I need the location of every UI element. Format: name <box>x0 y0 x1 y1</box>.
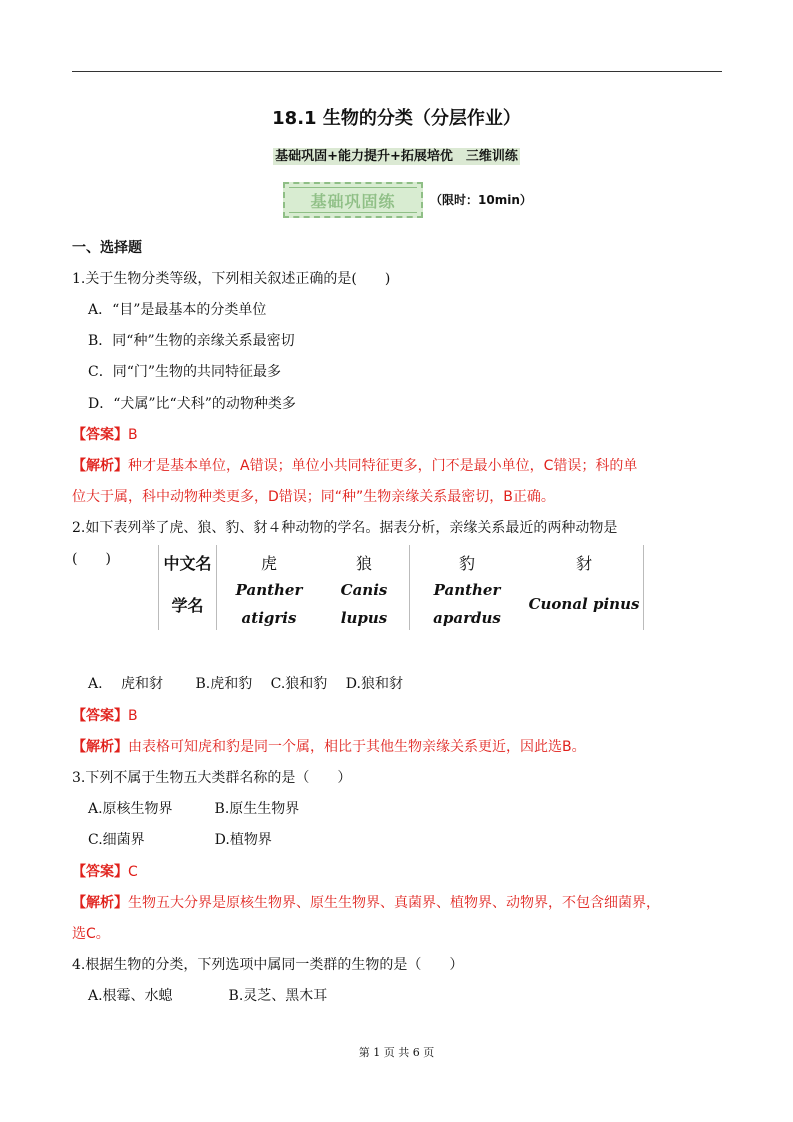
name-leopard: 豹 <box>458 554 475 573</box>
page-subtitle <box>0 145 793 164</box>
latin-leopard <box>411 576 523 632</box>
latin-genus: Panther <box>433 581 501 599</box>
q1-stem: 1.关于生物分类等级，下列相关叙述正确的是( ) <box>72 271 391 287</box>
q3-answer <box>72 862 138 882</box>
q2-analysis <box>72 737 586 757</box>
answer-value: B <box>128 427 138 443</box>
answer-tag: 【答案】 <box>72 708 128 724</box>
q2-answer <box>72 706 138 726</box>
q1-answer <box>72 425 138 445</box>
latin-dhole <box>525 590 643 618</box>
analysis-text: 由表格可知虎和豹是同一个属，相比于其他生物亲缘关系更近，因此选B。 <box>128 739 586 755</box>
subtitle-text: 基础巩固+能力提升+拓展培优 三维训练 <box>275 149 518 164</box>
analysis-text: 生物五大分界是原核生物界、原生生物界、真菌界、植物界、动物界，不包含细菌界， <box>128 895 660 911</box>
row-header-chinese: 中文名 <box>163 554 212 573</box>
latin-species: lupus <box>340 609 388 627</box>
header-rule <box>72 71 722 72</box>
table-divider <box>216 545 217 630</box>
latin-species: apardus <box>433 609 501 627</box>
q2-paren: ( ) <box>72 551 111 567</box>
latin-species: atigris <box>241 609 297 627</box>
answer-tag: 【答案】 <box>72 427 128 443</box>
q3-options-ab: A.原核生物界 B.原生生物界 <box>88 801 300 817</box>
q1-option-a: A．“目”是最基本的分类单位 <box>88 302 267 318</box>
analysis-tag: 【解析】 <box>72 739 128 755</box>
page-title: 18.1 生物的分类（分层作业） <box>272 108 521 129</box>
q3-analysis-cont: 选C。 <box>72 926 110 942</box>
q4-stem: 4.根据生物的分类，下列选项中属同一类群的生物的是（ ） <box>72 957 464 973</box>
table-divider <box>409 545 410 630</box>
answer-tag: 【答案】 <box>72 864 128 880</box>
q1-analysis-cont: 位大于属，科中动物种类更多，D错误；同“种”生物亲缘关系最密切，B正确。 <box>72 489 555 505</box>
q1-analysis <box>72 456 637 476</box>
answer-value: B <box>128 708 138 724</box>
q1-option-d: D．“犬属”比“犬科”的动物种类多 <box>88 396 296 412</box>
page-footer: 第 1 页 共 6 页 <box>358 1046 435 1059</box>
analysis-text: 种才是基本单位，A错误；单位小共同特征更多，门不是最小单位，C错误；科的单 <box>128 458 638 474</box>
q2-stem: 2.如下表列举了虎、狼、豹、豺４种动物的学名。据表分析，亲缘关系最近的两种动物是 <box>72 520 618 536</box>
q4-options-ab: A.根霉、水螅 B.灵芝、黑木耳 <box>88 988 328 1004</box>
species-table <box>158 545 644 630</box>
name-tiger: 虎 <box>260 554 277 573</box>
q3-stem: 3.下列不属于生物五大类群名称的是（ ） <box>72 770 352 786</box>
section-title: 一、选择题 <box>72 240 142 256</box>
latin-genus: Canis <box>340 581 388 599</box>
q3-options-cd: C.细菌界 D.植物界 <box>88 832 272 848</box>
analysis-tag: 【解析】 <box>72 895 128 911</box>
latin-tiger <box>221 576 317 632</box>
name-dhole: 豺 <box>575 554 592 573</box>
answer-value: C <box>128 864 138 880</box>
name-wolf: 狼 <box>355 554 372 573</box>
time-limit: （限时：10min） <box>430 193 532 207</box>
analysis-tag: 【解析】 <box>72 458 128 474</box>
section-badge: 基础巩固练 <box>283 182 423 218</box>
q1-option-c: C．同“门”生物的共同特征最多 <box>88 364 282 380</box>
q2-options: A. 虎和豺 B.虎和豹 C.狼和豹 D.狼和豺 <box>88 676 403 692</box>
latin-wolf <box>319 576 409 632</box>
q3-analysis <box>72 893 660 913</box>
row-header-latin: 学名 <box>171 596 204 615</box>
q1-option-b: B．同“种”生物的亲缘关系最密切 <box>88 333 295 349</box>
latin-genus: Panther <box>235 581 303 599</box>
latin-binomial: Cuonal pinus <box>528 595 640 613</box>
